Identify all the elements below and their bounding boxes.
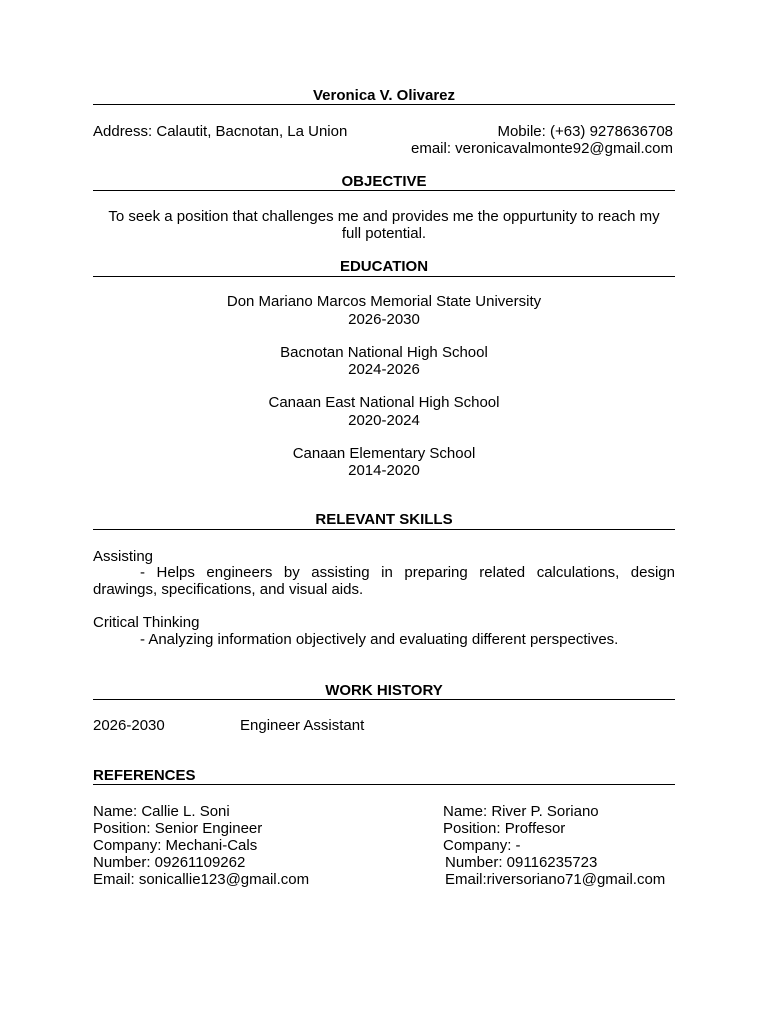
education-years: 2014-2020 [348,462,420,479]
education-school: Don Mariano Marcos Memorial State University [226,293,542,310]
skill-description: - Analyzing information objectively and evaluating different perspectives. [140,631,619,648]
skill-description: - Helps engineers by assisting in preparing related calculations, design drawings, specifications, and visual aids. [93,564,675,598]
header-divider [93,104,675,105]
references-heading: REFERENCES [93,767,196,784]
reference-position: Position: Senior Engineer [93,820,263,837]
skills-divider [93,529,675,530]
work-years: 2026-2030 [93,717,165,734]
reference-email: Email: sonicallie123@gmail.com [93,871,310,888]
education-divider [93,276,675,277]
work-heading: WORK HISTORY [325,682,443,699]
skill-name: Critical Thinking [93,614,200,631]
education-years: 2026-2030 [348,311,420,328]
education-years: 2024-2026 [348,361,420,378]
objective-line-1: To seek a position that challenges me and provides me the oppurtunity to reach my [108,208,660,225]
skill-name: Assisting [93,548,154,565]
reference-company: Company: - [443,837,521,854]
objective-heading: OBJECTIVE [341,173,427,190]
work-role: Engineer Assistant [240,717,365,734]
reference-right [443,803,665,888]
education-school: Bacnotan National High School [280,344,488,361]
reference-name: Name: Callie L. Soni [93,803,230,820]
objective-line-2: full potential. [341,225,427,242]
address-text: Address: Calautit, Bacnotan, La Union [93,123,348,140]
reference-email: Email:riversoriano71@gmail.com [445,871,666,888]
reference-name: Name: River P. Soriano [443,803,599,820]
applicant-name: Veronica V. Olivarez [312,87,456,104]
education-school: Canaan Elementary School [292,445,476,462]
objective-divider [93,190,675,191]
reference-number: Number: 09116235723 [445,854,598,871]
reference-company: Company: Mechani-Cals [93,837,258,854]
education-heading: EDUCATION [339,258,429,275]
email-text: email: veronicavalmonte92@gmail.com [410,140,673,157]
reference-position: Position: Proffesor [443,820,566,837]
skills-heading: RELEVANT SKILLS [315,511,453,528]
education-school: Canaan East National High School [268,394,500,411]
reference-left [93,803,309,888]
references-divider [93,784,675,785]
mobile-text: Mobile: (+63) 9278636708 [497,123,673,140]
work-divider [93,699,675,700]
reference-number: Number: 09261109262 [93,854,246,871]
education-years: 2020-2024 [348,412,420,429]
